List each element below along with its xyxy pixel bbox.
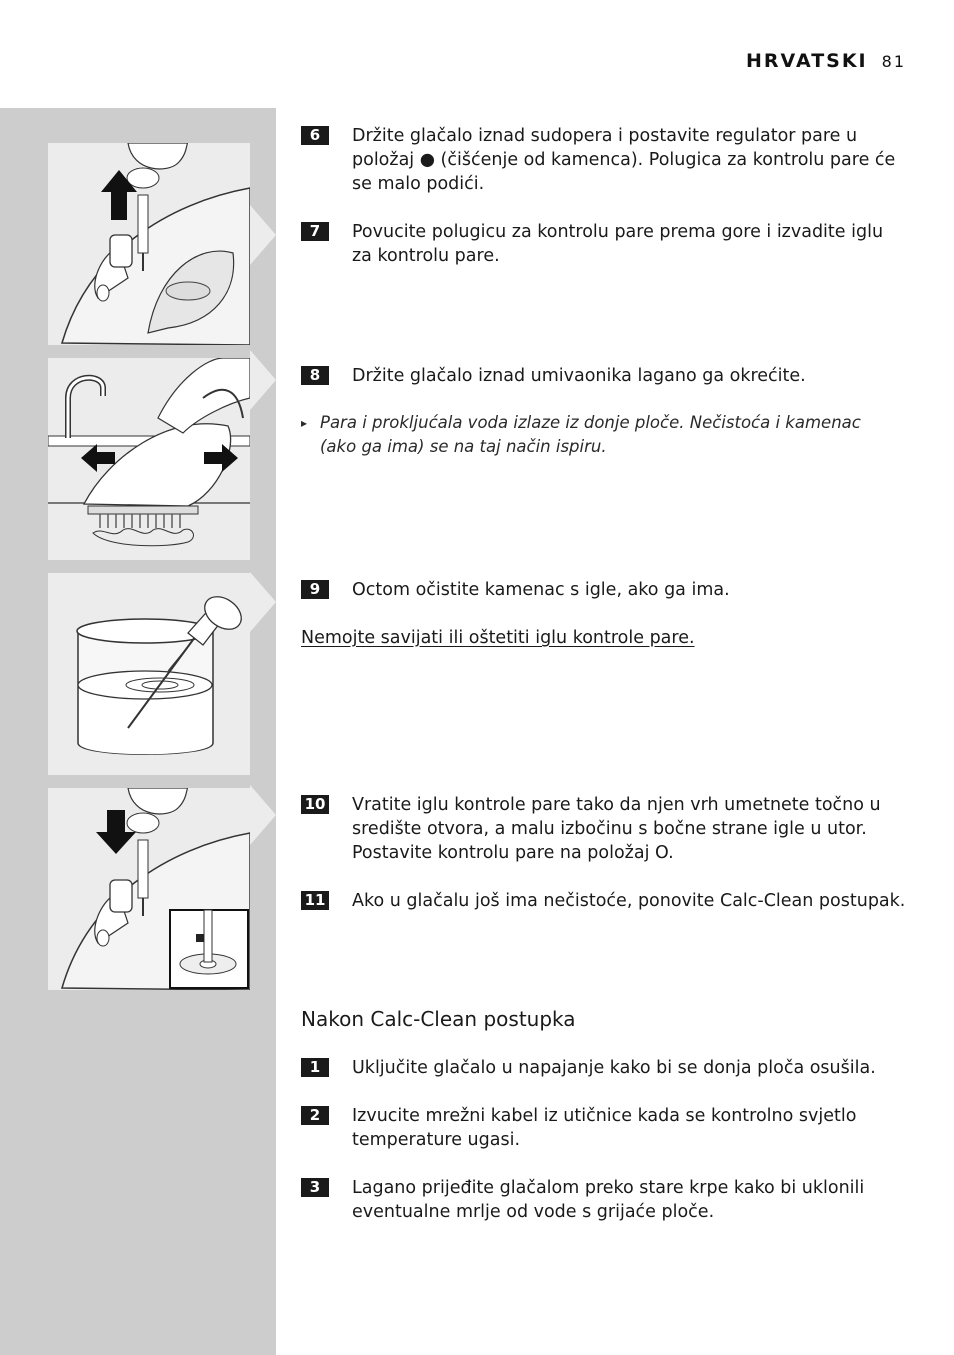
step-number: 10 <box>301 795 329 814</box>
vinegar-needle-figure <box>48 573 250 775</box>
step-9 <box>301 578 907 602</box>
step-11 <box>301 889 907 913</box>
step-text: Ako u glačalu još ima nečistoće, ponovite Calc-Clean postupak. <box>352 891 906 911</box>
needle-reinsert-figure <box>48 788 250 990</box>
step-8 <box>301 364 907 388</box>
warning-note: Nemojte savijati ili oštetiti iglu kontrole pare. <box>301 628 695 648</box>
iron-illustration <box>48 143 250 345</box>
page-number: 81 <box>881 52 906 71</box>
step-number: 1 <box>301 1058 329 1077</box>
figure-pointer <box>250 350 276 410</box>
section-title: Nakon Calc-Clean postupka <box>301 1007 576 1031</box>
step-number: 7 <box>301 222 329 241</box>
step-text: Povucite polugicu za kontrolu pare prema gore i izvadite iglu za kontrolu pare. <box>352 222 884 266</box>
result-bullet-icon: ▸ <box>301 416 308 430</box>
step-7 <box>301 220 907 268</box>
arrow-down-icon <box>96 810 136 858</box>
step-number: 9 <box>301 580 329 599</box>
step-number: 6 <box>301 126 329 145</box>
step-10 <box>301 793 907 865</box>
steam-needle-pull-figure <box>48 143 250 345</box>
glass-icon <box>48 573 250 775</box>
page-header <box>746 50 906 72</box>
step-text: Octom očistite kamenac s igle, ako ga ima. <box>352 580 730 600</box>
step-text: Izvucite mrežni kabel iz utičnice kada se kontrolno svjetlo temperature ugasi. <box>352 1106 857 1150</box>
step-number: 2 <box>301 1106 329 1125</box>
iron-illustration <box>48 788 250 990</box>
step-text: Vratite iglu kontrole pare tako da njen vrh umetnete točno u središte otvora, a malu izbočinu s bočne strane igle u utor. Postavite kontrolu pare na položaj O. <box>352 795 881 863</box>
figure-pointer <box>250 572 276 632</box>
step-number: 3 <box>301 1178 329 1197</box>
after-step-3 <box>301 1176 907 1224</box>
after-step-2 <box>301 1104 907 1152</box>
step-6 <box>301 124 907 196</box>
language-label: HRVATSKI <box>746 50 868 72</box>
arrow-left-icon <box>81 444 115 476</box>
after-step-1 <box>301 1056 907 1080</box>
arrow-up-icon <box>101 170 137 224</box>
step-text: Držite glačalo iznad umivaonika lagano ga okrećite. <box>352 366 806 386</box>
step-number: 11 <box>301 891 329 910</box>
figure-pointer <box>250 205 276 265</box>
figure-pointer <box>250 785 276 845</box>
arrow-right-icon <box>204 444 238 476</box>
step-8-result <box>301 411 901 459</box>
step-text: Lagano prijeđite glačalom preko stare krpe kako bi uklonili eventualne mrlje od vode s grijaće ploče. <box>352 1178 865 1222</box>
step-number: 8 <box>301 366 329 385</box>
step-text: Držite glačalo iznad sudopera i postavite regulator pare u položaj ● (čišćenje od kamenca). Polugica za kontrolu pare će se malo podići. <box>352 126 896 194</box>
step-text: Uključite glačalo u napajanje kako bi se donja ploča osušila. <box>352 1058 876 1078</box>
result-text: Para i prokljućala voda izlaze iz donje ploče. Nečistoća i kamenac (ako ga ima) se na taj način ispiru. <box>320 413 861 456</box>
